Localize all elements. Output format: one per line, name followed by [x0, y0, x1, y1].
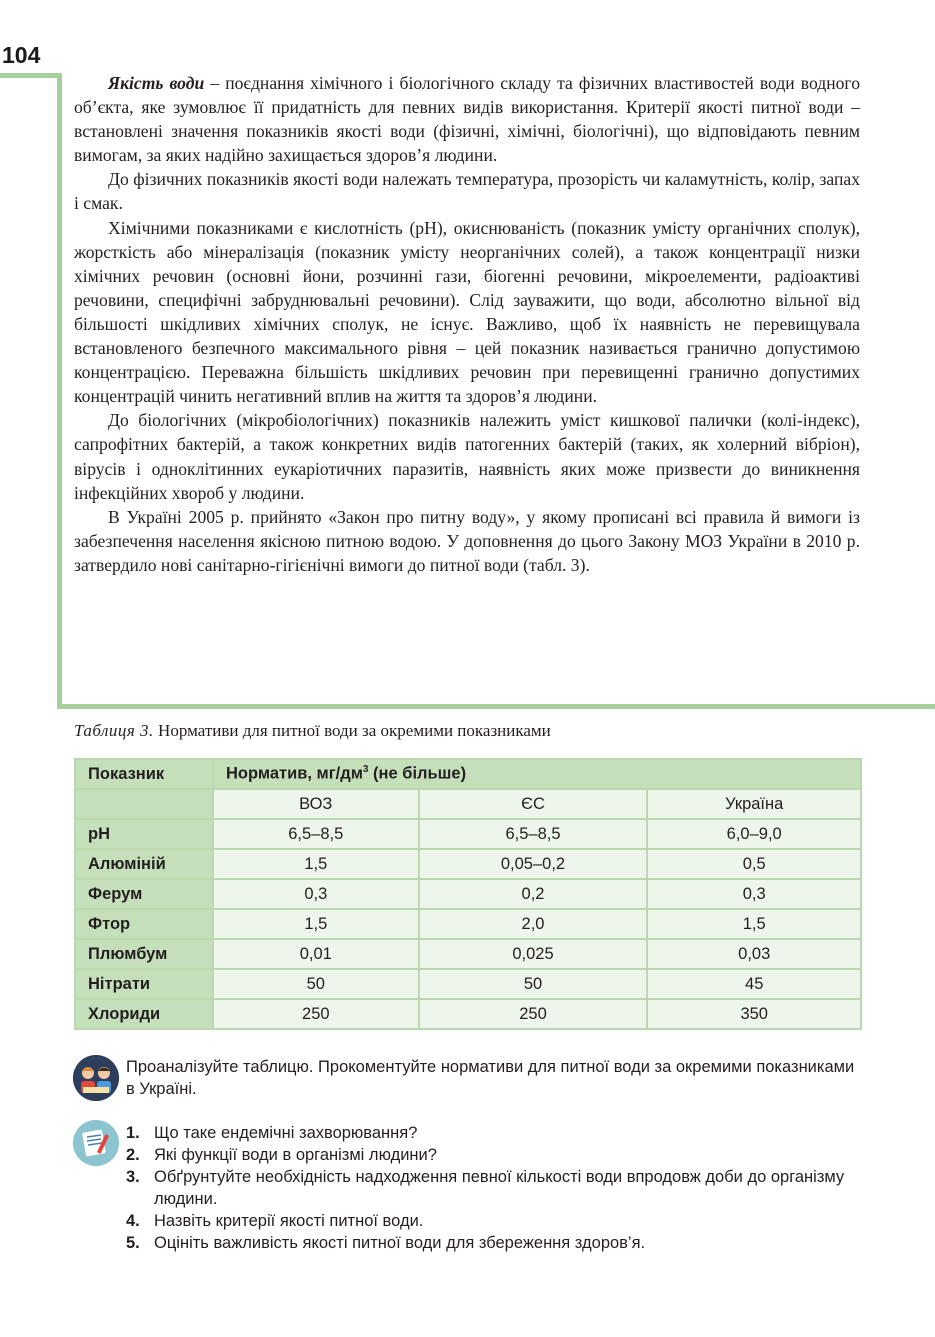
paragraph-biological: До біологічних (мікробіологічних) показників належить уміст кишкової палички (колі-індекс), сапрофітних бактерій, а також конкретних видів патогенних бактерій (таких, як холерний вібріон), вірусів і одноклітинних еукаріотичних паразитів, наявність яких може призвести до виникнення інфекційних хвороб у людини. [74, 410, 860, 503]
cell-value: 6,0–9,0 [647, 819, 861, 849]
row-label: Алюміній [75, 849, 213, 879]
header-norm-text: Норматив, мг/дм [226, 764, 363, 783]
table-row [75, 849, 861, 879]
question-number: 5. [126, 1234, 140, 1252]
paragraph-text: – поєднання хімічного і біологічного складу та фізичних властивостей води водного об’єкта, яке зумовлює її придатність для певних видів використання. Критерії якості питної води – встановлені значення показників якості води (фізичні, хімічні, біологічні), що відповідають певним вимогам, за яких надійно захищається здоров’я людини. [74, 73, 860, 166]
question-text: Обґрунтуйте необхідність надходження певної кількості води впродовж доби до організму людини. [154, 1168, 845, 1208]
question-text: Що таке ендемічні захворювання? [154, 1124, 418, 1142]
cell-value: 45 [647, 969, 861, 999]
table-caption [74, 721, 860, 741]
row-label: рН [75, 819, 213, 849]
cell-value: 0,2 [419, 879, 648, 909]
cell-value: 1,5 [213, 909, 419, 939]
question-number: 4. [126, 1212, 140, 1230]
question-number: 1. [126, 1124, 140, 1142]
cell-value: 0,03 [647, 939, 861, 969]
list-item [126, 1144, 856, 1166]
table-row [75, 879, 861, 909]
norms-table [74, 758, 862, 1030]
margin-line-bottom [57, 704, 935, 709]
table-header-row [75, 759, 861, 789]
column-who: ВОЗ [213, 789, 419, 819]
paragraph-physical: До фізичних показників якості води належать температура, прозорість чи каламутність, колір, запах і смак. [74, 169, 860, 214]
cell-value: 250 [213, 999, 419, 1029]
cell-value: 6,5–8,5 [419, 819, 648, 849]
question-text: Оцініть важливість якості питної води для збереження здоров’я. [154, 1234, 646, 1252]
header-indicator: Показник [75, 759, 213, 789]
row-label: Хлориди [75, 999, 213, 1029]
table-caption-label: Таблиця 3. [74, 721, 154, 740]
cell-value: 1,5 [213, 849, 419, 879]
table-caption-text: Нормативи для питної води за окремими показниками [153, 721, 551, 740]
cell-value: 0,5 [647, 849, 861, 879]
cell-value: 350 [647, 999, 861, 1029]
question-number: 2. [126, 1146, 140, 1164]
cell-value: 0,01 [213, 939, 419, 969]
paragraph-chemical: Хімічними показниками є кислотність (рН), окиснюваність (показник умісту органічних сполук), жорсткість або мінералізація (показник умісту неорганічних солей), а також концентрації низки хімічних речовин (основні йони, розчинні гази, біогенні речовини, мікроелементи, радіоактиві речовини, специфічні забруднювальні речовини). Слід зауважити, що води, абсолютно вільної від більшості шкідливих хімічних сполук, не існує. Важливо, щоб їх наявність не перевищувала встановленого безпечного максимального рівня – цей показник називається гранично допустимою концентрацією. Переважна більшість шкідливих речовин при перевищенні гранично допустимих концентрацій чинить негативний вплив на життя та здоров’я людини. [74, 217, 860, 407]
table-row [75, 999, 861, 1029]
column-eu: ЄС [419, 789, 648, 819]
paragraph-law: В Україні 2005 р. прийнято «Закон про питну воду», у якому прописані всі правила й вимоги із забезпечення населення якісною питною водою. У доповнення до цього Закону МОЗ України в 2010 р. затвердило нові санітарно-гігієнічні вимоги до питної води (табл. 3). [74, 506, 860, 575]
question-text: Які функції води в організмі людини? [154, 1146, 437, 1164]
margin-line-vertical [57, 73, 62, 709]
cell-value: 0,3 [647, 879, 861, 909]
task-text: Проаналізуйте таблицю. Прокоментуйте нормативи для питної води за окремими показниками в Україні. [126, 1058, 855, 1098]
notebook-icon [73, 1120, 119, 1166]
main-text [74, 71, 860, 577]
header-norm [213, 759, 861, 789]
blank-cell [75, 789, 213, 819]
column-ukraine: Україна [647, 789, 861, 819]
row-label: Плюмбум [75, 939, 213, 969]
question-text: Назвіть критерії якості питної води. [154, 1212, 424, 1230]
header-norm-suffix: (не більше) [368, 764, 467, 783]
list-item [126, 1166, 856, 1210]
cell-value: 0,3 [213, 879, 419, 909]
header-norm-sup: 3 [362, 764, 369, 776]
list-item [126, 1232, 856, 1254]
row-label: Нітрати [75, 969, 213, 999]
cell-value: 50 [213, 969, 419, 999]
table-subheader-row [75, 789, 861, 819]
questions-list [126, 1122, 856, 1254]
margin-line-top [0, 73, 62, 78]
cell-value: 6,5–8,5 [213, 819, 419, 849]
question-number: 3. [126, 1168, 140, 1186]
cell-value: 250 [419, 999, 648, 1029]
table-row [75, 969, 861, 999]
table-row [75, 819, 861, 849]
row-label: Ферум [75, 879, 213, 909]
paragraph-water-quality [74, 71, 860, 167]
list-item [126, 1122, 856, 1144]
row-label: Фтор [75, 909, 213, 939]
list-item [126, 1210, 856, 1232]
students-icon [73, 1055, 119, 1101]
cell-value: 0,05–0,2 [419, 849, 648, 879]
cell-value: 1,5 [647, 909, 861, 939]
cell-value: 50 [419, 969, 648, 999]
table-row [75, 909, 861, 939]
term-water-quality: Якість води [108, 73, 205, 93]
table-row [75, 939, 861, 969]
cell-value: 2,0 [419, 909, 648, 939]
cell-value: 0,025 [419, 939, 648, 969]
page-number: 104 [2, 42, 41, 68]
